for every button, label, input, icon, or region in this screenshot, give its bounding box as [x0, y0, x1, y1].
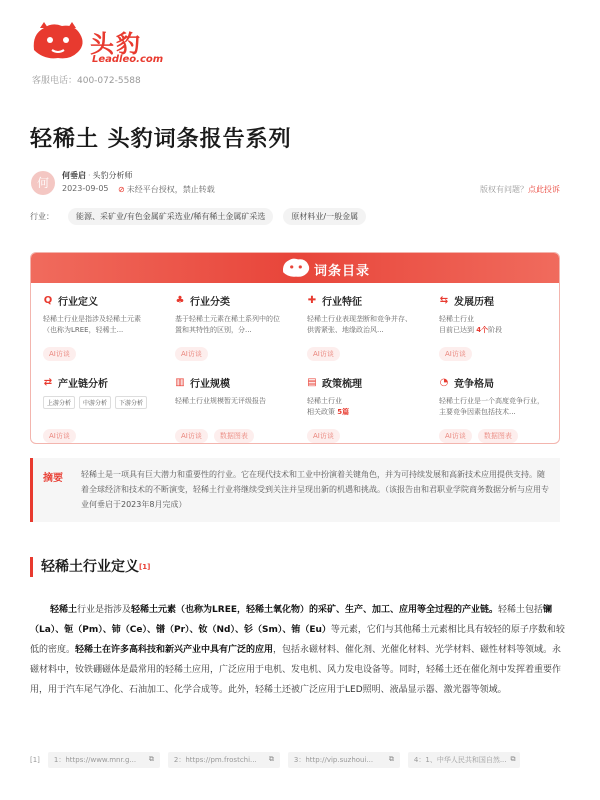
toc-item-label: 竞争格局: [454, 379, 494, 390]
toc-item-pills: [43, 429, 82, 443]
definition-paragraph: [30, 600, 570, 700]
page-title: 轻稀土 头豹词条报告系列: [30, 127, 292, 152]
toc-item-icon: ◔: [439, 377, 449, 388]
toc-item-desc: [307, 396, 415, 418]
chain-tab[interactable]: 下游分析: [115, 396, 147, 409]
toc-item-icon: ▥: [175, 377, 185, 388]
toc-item-title[interactable]: [43, 293, 168, 308]
abstract-label: 摘要: [43, 473, 63, 484]
author-name[interactable]: 何垂启: [62, 171, 86, 180]
reference-text: 3：http://vip.suzhoui...: [293, 756, 374, 764]
desc-count: 5篇: [337, 408, 350, 416]
toc-item-title[interactable]: [307, 375, 432, 390]
toc-pill[interactable]: AI访谈: [43, 429, 76, 443]
toc-pill[interactable]: AI访谈: [307, 429, 340, 443]
leopard-head-icon: [30, 20, 86, 64]
toc-item-definition[interactable]: [43, 293, 168, 371]
publish-date: 2023-09-05: [62, 184, 109, 193]
text-run: 行业是指涉及: [77, 605, 132, 615]
section-ref[interactable]: [1]: [139, 563, 151, 571]
bold-term: 镧（La）、钷（Pm）、铈（Ce）、镨（Pr）、钕（Nd）、钐（Sm）、铕（Eu）: [30, 605, 553, 635]
industry-label: 行业：: [30, 211, 54, 221]
toc-panel: [30, 252, 560, 444]
toc-item-desc: 轻稀土行业规模暂无评级报告: [175, 397, 266, 405]
abstract-box: [30, 458, 560, 522]
author-line: 何垂启 · 头豹分析师: [62, 171, 133, 180]
desc-text: 目前已达到: [439, 326, 477, 334]
report-prefix: 版权有问题？: [480, 185, 528, 194]
toc-item-scale[interactable]: [175, 375, 300, 444]
avatar[interactable]: 何: [31, 171, 55, 195]
hotline: 客服电话：400-072-5588: [32, 76, 141, 86]
reference-link[interactable]: [168, 752, 280, 768]
industry-tag[interactable]: 能源、采矿业/有色金属矿采选业/稀有稀土金属矿采选: [68, 208, 273, 225]
toc-item-features[interactable]: [307, 293, 432, 371]
toc-item-pills: [307, 347, 346, 361]
reference-text: 4：1、中华人民共和国自然...: [413, 756, 507, 764]
industry-tag[interactable]: 原材料业/一般金属: [283, 208, 366, 225]
toc-item-label: 发展历程: [454, 297, 494, 308]
toc-item-label: 政策梳理: [322, 379, 362, 390]
toc-item-title[interactable]: [175, 375, 300, 390]
toc-item-title[interactable]: [439, 293, 560, 308]
toc-item-title[interactable]: [307, 293, 432, 308]
toc-header: [31, 253, 559, 283]
toc-item-icon: Q: [43, 295, 53, 306]
text-run: 轻稀土包括: [498, 605, 544, 615]
report-line: [480, 184, 560, 195]
text-run: ，包括永磁材料、催化剂、光催化材料、光学材料、磁性材料等领域。永磁材料中，钕铁硼磁体是最常用的轻稀土应用，广泛应用于电机、发电机、风力发电设备等。同时，轻稀土还在催化剂中发挥着重要作用，用于汽车尾气净化、石油加工、化学合成等。此外，轻稀土还被广泛应用于LED照明、液晶显示器、激光器等领域。: [30, 645, 562, 695]
toc-item-icon: ▤: [307, 377, 317, 388]
toc-item-icon: ⇄: [43, 377, 53, 388]
toc-pill[interactable]: 数据图表: [214, 429, 254, 443]
desc-text: 相关政策: [307, 408, 338, 416]
toc-item-policy[interactable]: [307, 375, 432, 444]
toc-item-title[interactable]: [175, 293, 300, 308]
toc-item-label: 行业定义: [58, 297, 98, 308]
toc-item-history[interactable]: [439, 293, 560, 371]
toc-title: 词条目录: [314, 264, 371, 279]
chain-tab[interactable]: 上游分析: [43, 396, 75, 409]
text-run: 等元素，它们与其他稀土元素相比具有较轻的原子序数和较低的密度。: [30, 625, 565, 655]
toc-item-desc: 轻稀土行业表现垄断和竞争并存、供需紧张、地缘政治风...: [307, 315, 412, 334]
toc-item-title[interactable]: [43, 375, 168, 390]
report-link[interactable]: 点此投诉: [528, 185, 560, 194]
toc-pill[interactable]: 数据图表: [478, 429, 518, 443]
toc-item-label: 产业链分析: [58, 379, 108, 390]
reference-text: 2：https://pm.frostchi...: [173, 756, 257, 764]
desc-text: 轻稀土行业: [439, 315, 474, 323]
reference-link[interactable]: [288, 752, 400, 768]
toc-item-pills: [43, 347, 82, 361]
abstract-text: 轻稀土是一项具有巨大潜力和重要性的行业。它在现代技术和工业中扮演着关键角色，并为可持续发展和高新技术应用提供支持。随着全球经济和技术的不断演变，轻稀土行业将继续受到关注并呈现出新的机遇和挑战。（该报告由和君职业学院商务数据分析与应用专业何垂启于2023年8月完成）: [81, 470, 549, 509]
author-role: 头豹分析师: [92, 171, 133, 180]
reference-number: [1]: [30, 756, 40, 764]
bold-term: 轻稀土在许多高科技和新兴产业中具有广泛的应用: [75, 645, 274, 655]
brand-name-cn: 头豹: [90, 30, 142, 58]
toc-pill[interactable]: AI访谈: [175, 429, 208, 443]
chain-tabs: [43, 396, 168, 409]
toc-item-pills: [307, 429, 346, 443]
copyright-warning: [118, 184, 215, 195]
toc-item-title[interactable]: [439, 375, 560, 390]
reference-bar: [30, 752, 528, 768]
link-icon: ⧉: [510, 755, 516, 763]
toc-item-pills: [439, 347, 478, 361]
toc-item-classification[interactable]: [175, 293, 300, 371]
toc-item-competition[interactable]: [439, 375, 560, 444]
warning-text: 未经平台授权，禁止转载: [126, 185, 215, 194]
section-heading: [30, 557, 150, 577]
toc-item-icon: ⇆: [439, 295, 449, 306]
bold-term: 轻稀土元素（也称为LREE，轻稀土氧化物）的采矿、生产、加工、应用等全过程的产业链。: [131, 605, 498, 615]
toc-pill[interactable]: AI访谈: [307, 347, 340, 361]
toc-pill[interactable]: AI访谈: [439, 429, 472, 443]
reference-link[interactable]: [408, 752, 520, 768]
toc-pill[interactable]: AI访谈: [43, 347, 76, 361]
reference-text: 1：https://www.mnr.g...: [53, 756, 137, 764]
toc-item-icon: ♣: [175, 295, 185, 306]
toc-item-label: 行业分类: [190, 297, 230, 308]
toc-item-pills: [175, 347, 214, 361]
toc-item-desc: 基于轻稀土元素在稀土系列中的位置和其特性的区别，分...: [175, 315, 280, 334]
leadleo-logo[interactable]: [30, 16, 164, 70]
toc-item-label: 行业特征: [322, 297, 362, 308]
toc-pill[interactable]: AI访谈: [175, 347, 208, 361]
toc-pill[interactable]: AI访谈: [439, 347, 472, 361]
brand-name-en: Leadleo.com: [92, 54, 164, 65]
desc-text: 轻稀土行业: [307, 397, 342, 405]
toc-item-desc: 轻稀土行业是指涉及轻稀土元素（也称为LREE，轻稀土...: [43, 315, 141, 334]
toc-item-chain[interactable]: [43, 375, 168, 444]
section-title: 轻稀土行业定义: [41, 559, 139, 575]
link-icon: ⧉: [148, 755, 154, 763]
leopard-head-icon: [281, 256, 311, 280]
ban-icon: ⊘: [118, 185, 125, 194]
toc-item-desc: 轻稀土行业是一个高度竞争行业，主要竞争因素包括技术...: [439, 397, 544, 416]
chain-tab[interactable]: 中游分析: [79, 396, 111, 409]
link-icon: ⧉: [388, 755, 394, 763]
industry-tags: [30, 207, 376, 225]
toc-item-pills: [175, 429, 260, 443]
toc-item-icon: ✚: [307, 295, 317, 306]
toc-item-pills: [439, 429, 524, 443]
desc-count: 4个: [476, 326, 489, 334]
link-icon: ⧉: [268, 755, 274, 763]
toc-item-desc: [439, 314, 547, 336]
desc-text: 阶段: [488, 326, 503, 334]
bold-term: 轻稀土: [50, 605, 78, 615]
toc-item-label: 行业规模: [190, 379, 230, 390]
reference-link[interactable]: [48, 752, 160, 768]
